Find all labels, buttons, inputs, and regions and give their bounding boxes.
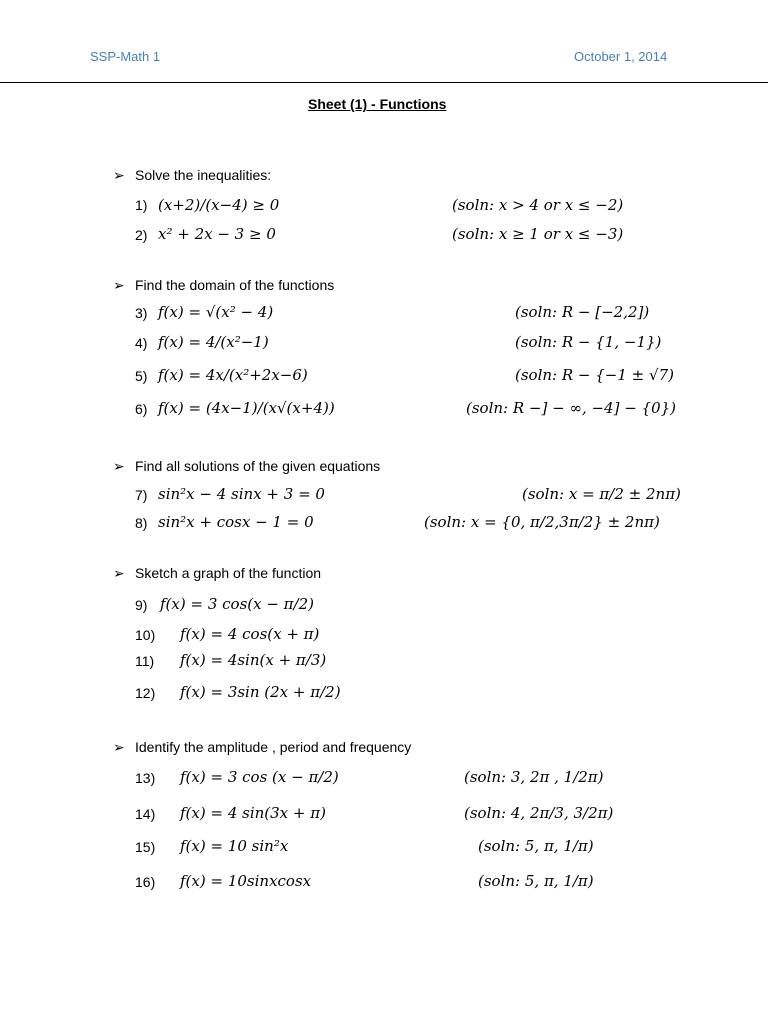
problem-expression: f(x) = 4x/(x²+2x−6) xyxy=(158,366,308,384)
problem-expression: f(x) = 10sinxcosx xyxy=(180,872,312,890)
section-heading-inequalities: ➢ Solve the inequalities: xyxy=(113,167,272,183)
problem-number: 1) xyxy=(135,197,148,213)
problem-expression: f(x) = 4 sin(3x + π) xyxy=(180,804,326,822)
problem-expression: f(x) = (4x−1)/(x√(x+4)) xyxy=(158,399,335,417)
problem-number: 7) xyxy=(135,487,148,503)
problem-expression: f(x) = 3sin (2x + π/2) xyxy=(180,683,341,701)
problem-expression: sin²x + cosx − 1 = 0 xyxy=(158,513,314,531)
header-divider xyxy=(0,82,768,83)
problem-number: 13) xyxy=(135,770,156,786)
problem-number: 15) xyxy=(135,839,156,855)
problem-number: 14) xyxy=(135,806,156,822)
problem-solution: (soln: R − {−1 ± √7) xyxy=(515,366,674,384)
problem-expression: f(x) = 4/(x²−1) xyxy=(158,333,269,351)
section-heading-domain: ➢ Find the domain of the functions xyxy=(113,277,335,293)
problem-solution: (soln: 3, 2π , 1/2π) xyxy=(464,768,604,786)
problem-expression: x² + 2x − 3 ≥ 0 xyxy=(158,225,276,243)
header-left: SSP-Math 1 xyxy=(90,49,161,64)
problem-number: 8) xyxy=(135,515,148,531)
problem-solution: (soln: x = π/2 ± 2nπ) xyxy=(522,485,681,503)
problem-solution: (soln: x = {0, π/2,3π/2} ± 2nπ) xyxy=(424,513,660,531)
bullet-arrow-icon: ➢ xyxy=(113,739,125,755)
problem-expression: f(x) = 3 cos(x − π/2) xyxy=(160,595,314,613)
bullet-arrow-icon: ➢ xyxy=(113,277,125,293)
problem-number: 9) xyxy=(135,597,148,613)
problem-expression: f(x) = 10 sin²x xyxy=(180,837,289,855)
problem-number: 16) xyxy=(135,874,156,890)
bullet-arrow-icon: ➢ xyxy=(113,167,125,183)
problem-solution: (soln: R − [−2,2]) xyxy=(515,303,650,321)
problem-number: 10) xyxy=(135,627,156,643)
section-heading-sketch: ➢ Sketch a graph of the function xyxy=(113,565,322,581)
problem-number: 5) xyxy=(135,368,148,384)
problem-number: 4) xyxy=(135,335,148,351)
problem-expression: f(x) = 3 cos (x − π/2) xyxy=(180,768,339,786)
problem-solution: (soln: x > 4 or x ≤ −2) xyxy=(452,196,624,214)
bullet-arrow-icon: ➢ xyxy=(113,565,125,581)
problem-expression: (x+2)/(x−4) ≥ 0 xyxy=(158,196,280,214)
problem-solution: (soln: R −] − ∞, −4] − {0}) xyxy=(466,399,677,417)
section-heading-amplitude: ➢ Identify the amplitude , period and frequency xyxy=(113,739,412,755)
problem-expression: sin²x − 4 sinx + 3 = 0 xyxy=(158,485,325,503)
problem-number: 12) xyxy=(135,685,156,701)
section-heading-equations: ➢ Find all solutions of the given equations xyxy=(113,458,381,474)
problem-solution: (soln: 4, 2π/3, 3/2π) xyxy=(464,804,614,822)
problem-solution: (soln: 5, π, 1/π) xyxy=(478,837,594,855)
problem-expression: f(x) = 4 cos(x + π) xyxy=(180,625,320,643)
bullet-arrow-icon: ➢ xyxy=(113,458,125,474)
problem-expression: f(x) = √(x² − 4) xyxy=(158,303,274,321)
header-date: October 1, 2014 xyxy=(574,49,668,64)
page-title: Sheet (1) - Functions xyxy=(308,96,447,112)
problem-number: 11) xyxy=(135,653,155,669)
problem-number: 2) xyxy=(135,227,148,243)
problem-number: 3) xyxy=(135,305,148,321)
problem-solution: (soln: 5, π, 1/π) xyxy=(478,872,594,890)
problem-solution: (soln: R − {1, −1}) xyxy=(515,333,662,351)
problem-solution: (soln: x ≥ 1 or x ≤ −3) xyxy=(452,225,624,243)
problem-expression: f(x) = 4sin(x + π/3) xyxy=(180,651,327,669)
problem-number: 6) xyxy=(135,401,148,417)
